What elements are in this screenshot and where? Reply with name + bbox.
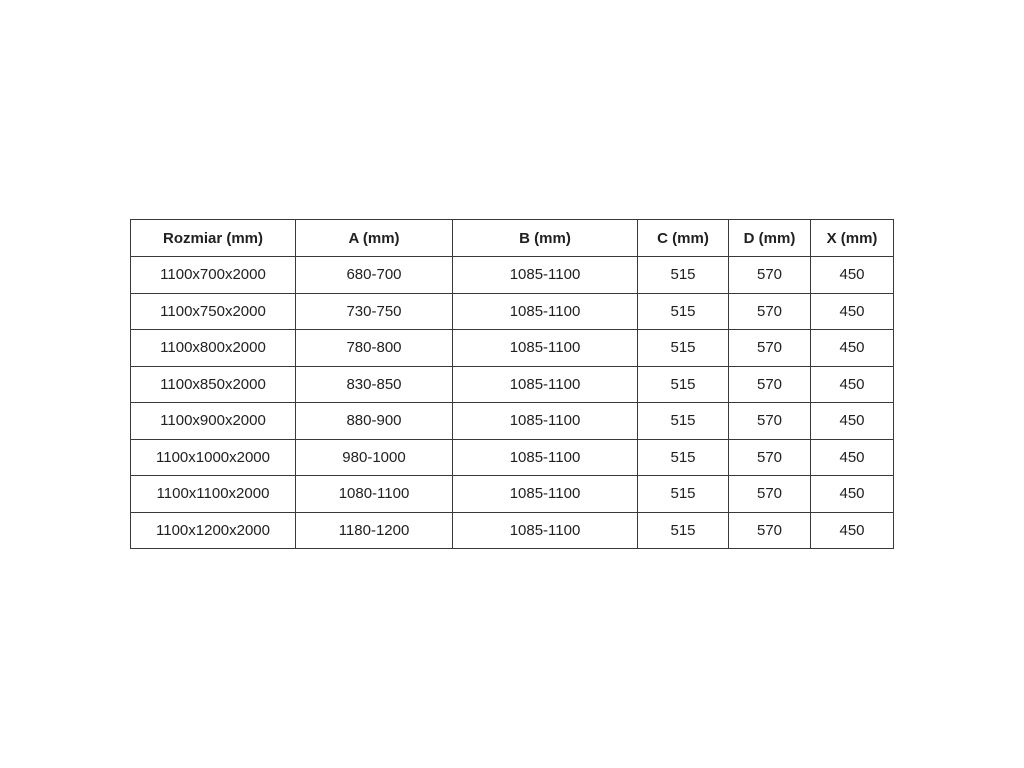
cell-d: 570 bbox=[729, 439, 811, 476]
column-header-x: X (mm) bbox=[811, 220, 894, 257]
table-row bbox=[131, 512, 894, 549]
cell-a: 730-750 bbox=[296, 293, 453, 330]
cell-b: 1085-1100 bbox=[453, 403, 638, 440]
cell-d: 570 bbox=[729, 293, 811, 330]
cell-x: 450 bbox=[811, 439, 894, 476]
cell-b: 1085-1100 bbox=[453, 476, 638, 513]
cell-a: 780-800 bbox=[296, 330, 453, 367]
table-row bbox=[131, 439, 894, 476]
cell-d: 570 bbox=[729, 366, 811, 403]
cell-d: 570 bbox=[729, 330, 811, 367]
table-row bbox=[131, 366, 894, 403]
cell-c: 515 bbox=[638, 330, 729, 367]
cell-c: 515 bbox=[638, 439, 729, 476]
cell-d: 570 bbox=[729, 476, 811, 513]
cell-a: 1080-1100 bbox=[296, 476, 453, 513]
cell-a: 680-700 bbox=[296, 257, 453, 294]
table-row bbox=[131, 330, 894, 367]
cell-x: 450 bbox=[811, 476, 894, 513]
cell-c: 515 bbox=[638, 476, 729, 513]
header-row bbox=[131, 220, 894, 257]
cell-d: 570 bbox=[729, 257, 811, 294]
column-header-a: A (mm) bbox=[296, 220, 453, 257]
cell-rozmiar: 1100x1200x2000 bbox=[131, 512, 296, 549]
cell-rozmiar: 1100x1100x2000 bbox=[131, 476, 296, 513]
table-row bbox=[131, 293, 894, 330]
cell-rozmiar: 1100x800x2000 bbox=[131, 330, 296, 367]
cell-c: 515 bbox=[638, 293, 729, 330]
cell-c: 515 bbox=[638, 403, 729, 440]
cell-x: 450 bbox=[811, 366, 894, 403]
cell-rozmiar: 1100x700x2000 bbox=[131, 257, 296, 294]
cell-b: 1085-1100 bbox=[453, 439, 638, 476]
cell-b: 1085-1100 bbox=[453, 330, 638, 367]
cell-rozmiar: 1100x750x2000 bbox=[131, 293, 296, 330]
cell-x: 450 bbox=[811, 403, 894, 440]
cell-b: 1085-1100 bbox=[453, 293, 638, 330]
cell-b: 1085-1100 bbox=[453, 512, 638, 549]
cell-rozmiar: 1100x1000x2000 bbox=[131, 439, 296, 476]
table-row bbox=[131, 403, 894, 440]
cell-x: 450 bbox=[811, 257, 894, 294]
table-row bbox=[131, 257, 894, 294]
cell-a: 880-900 bbox=[296, 403, 453, 440]
cell-x: 450 bbox=[811, 330, 894, 367]
table-row bbox=[131, 476, 894, 513]
column-header-b: B (mm) bbox=[453, 220, 638, 257]
cell-rozmiar: 1100x850x2000 bbox=[131, 366, 296, 403]
cell-d: 570 bbox=[729, 403, 811, 440]
cell-b: 1085-1100 bbox=[453, 366, 638, 403]
cell-x: 450 bbox=[811, 512, 894, 549]
cell-c: 515 bbox=[638, 257, 729, 294]
cell-a: 1180-1200 bbox=[296, 512, 453, 549]
column-header-d: D (mm) bbox=[729, 220, 811, 257]
column-header-c: C (mm) bbox=[638, 220, 729, 257]
dimensions-table bbox=[130, 219, 894, 549]
cell-x: 450 bbox=[811, 293, 894, 330]
cell-a: 980-1000 bbox=[296, 439, 453, 476]
cell-d: 570 bbox=[729, 512, 811, 549]
cell-c: 515 bbox=[638, 512, 729, 549]
cell-rozmiar: 1100x900x2000 bbox=[131, 403, 296, 440]
cell-a: 830-850 bbox=[296, 366, 453, 403]
cell-b: 1085-1100 bbox=[453, 257, 638, 294]
column-header-rozmiar: Rozmiar (mm) bbox=[131, 220, 296, 257]
cell-c: 515 bbox=[638, 366, 729, 403]
